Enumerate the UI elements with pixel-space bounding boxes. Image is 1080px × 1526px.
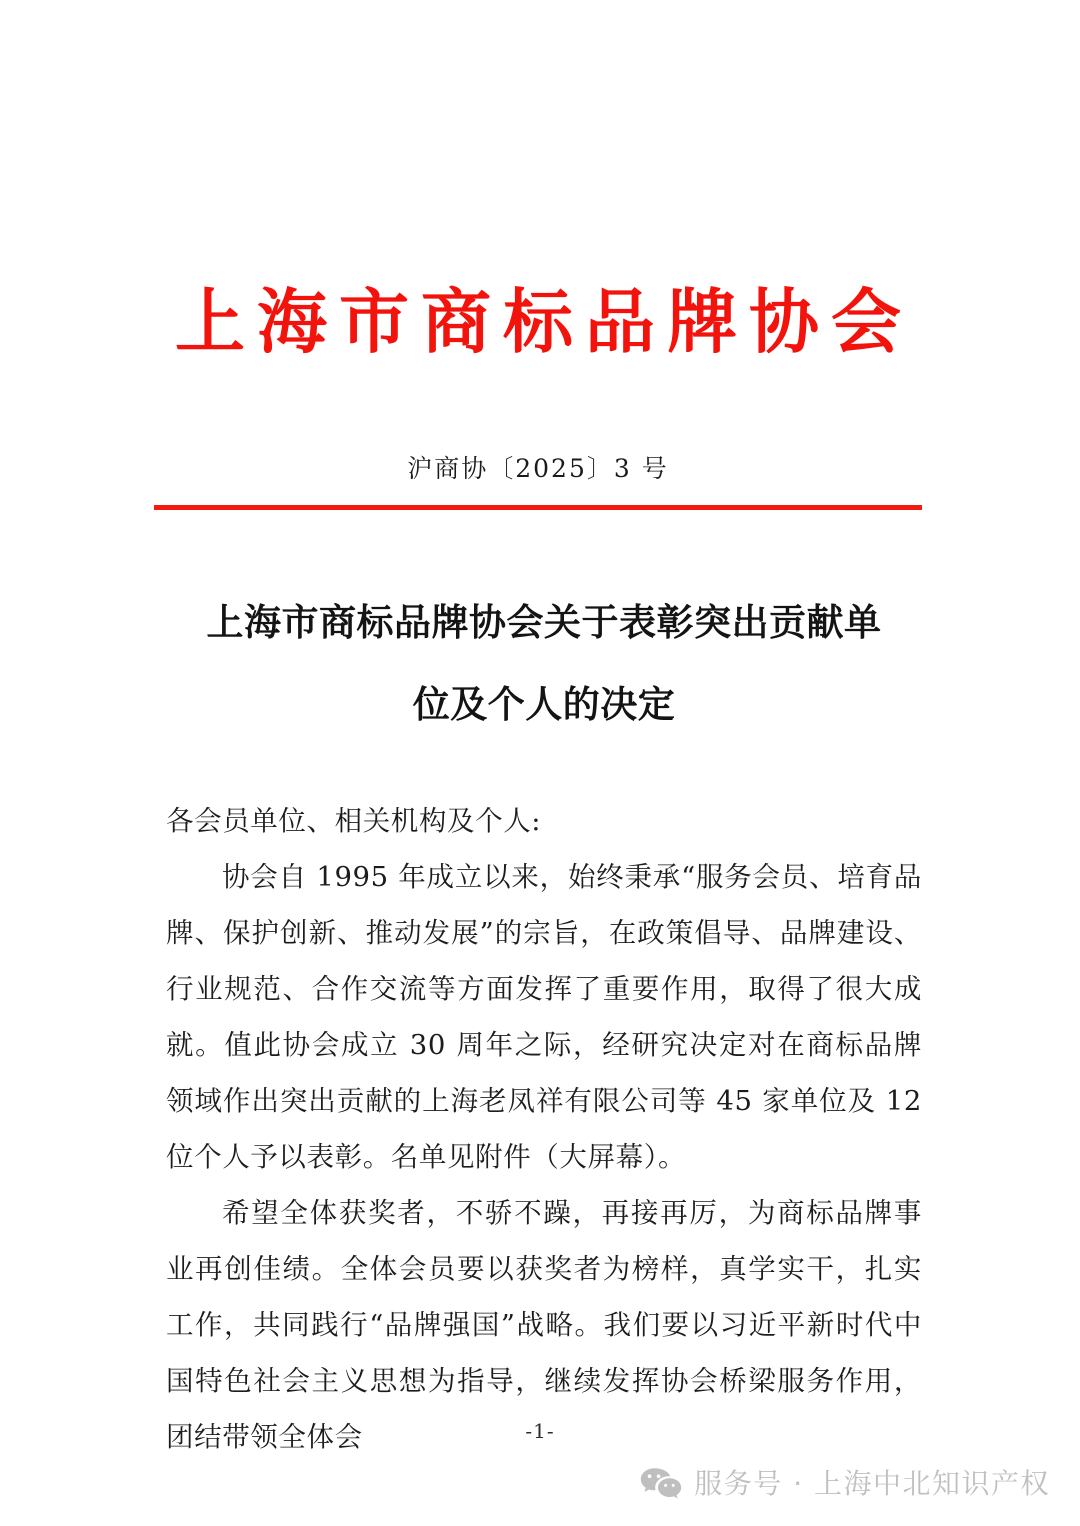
page-title-line-1: 上海市商标品牌协会关于表彰突出贡献单: [206, 601, 882, 644]
letterhead-organization-name: 上海市商标品牌协会: [175, 280, 913, 363]
wechat-icon: [640, 1466, 682, 1502]
red-separator-rule: [154, 505, 922, 510]
body-paragraph-2: 希望全体获奖者，不骄不躁，再接再厉，为商标品牌事业再创佳绩。全体会员要以获奖者为榜样，真学实干，扎实工作，共同践行“品牌强国”战略。我们要以习近平新时代中国特色社会主义思想为指导，继续发挥协会桥梁服务作用，团结带领全体会: [166, 1197, 922, 1453]
page-title: [166, 582, 922, 746]
footer-watermark: [640, 1466, 1050, 1502]
document-number: 沪商协〔2025〕3 号: [407, 454, 669, 483]
body-paragraph-1: 协会自 1995 年成立以来，始终秉承“服务会员、培育品牌、保护创新、推动发展”的宗旨，在政策倡导、品牌建设、行业规范、合作交流等方面发挥了重要作用，取得了很大成就。值此协会成立 30 周年之际，经研究决定对在商标品牌领域作出突出贡献的上海老凤祥有限公司等 45 家单位及 12 位个人予以表彰。名单见附件（大屏幕）。: [166, 861, 922, 1173]
salutation: 各会员单位、相关机构及个人:: [166, 805, 542, 837]
page-title-line-2: 位及个人的决定: [412, 683, 676, 726]
page-number: -1-: [525, 1419, 555, 1443]
footer-account-label: 服务号 · 上海中北知识产权: [694, 1467, 1050, 1500]
letterhead: [154, 280, 922, 363]
document-body: [166, 793, 922, 1465]
